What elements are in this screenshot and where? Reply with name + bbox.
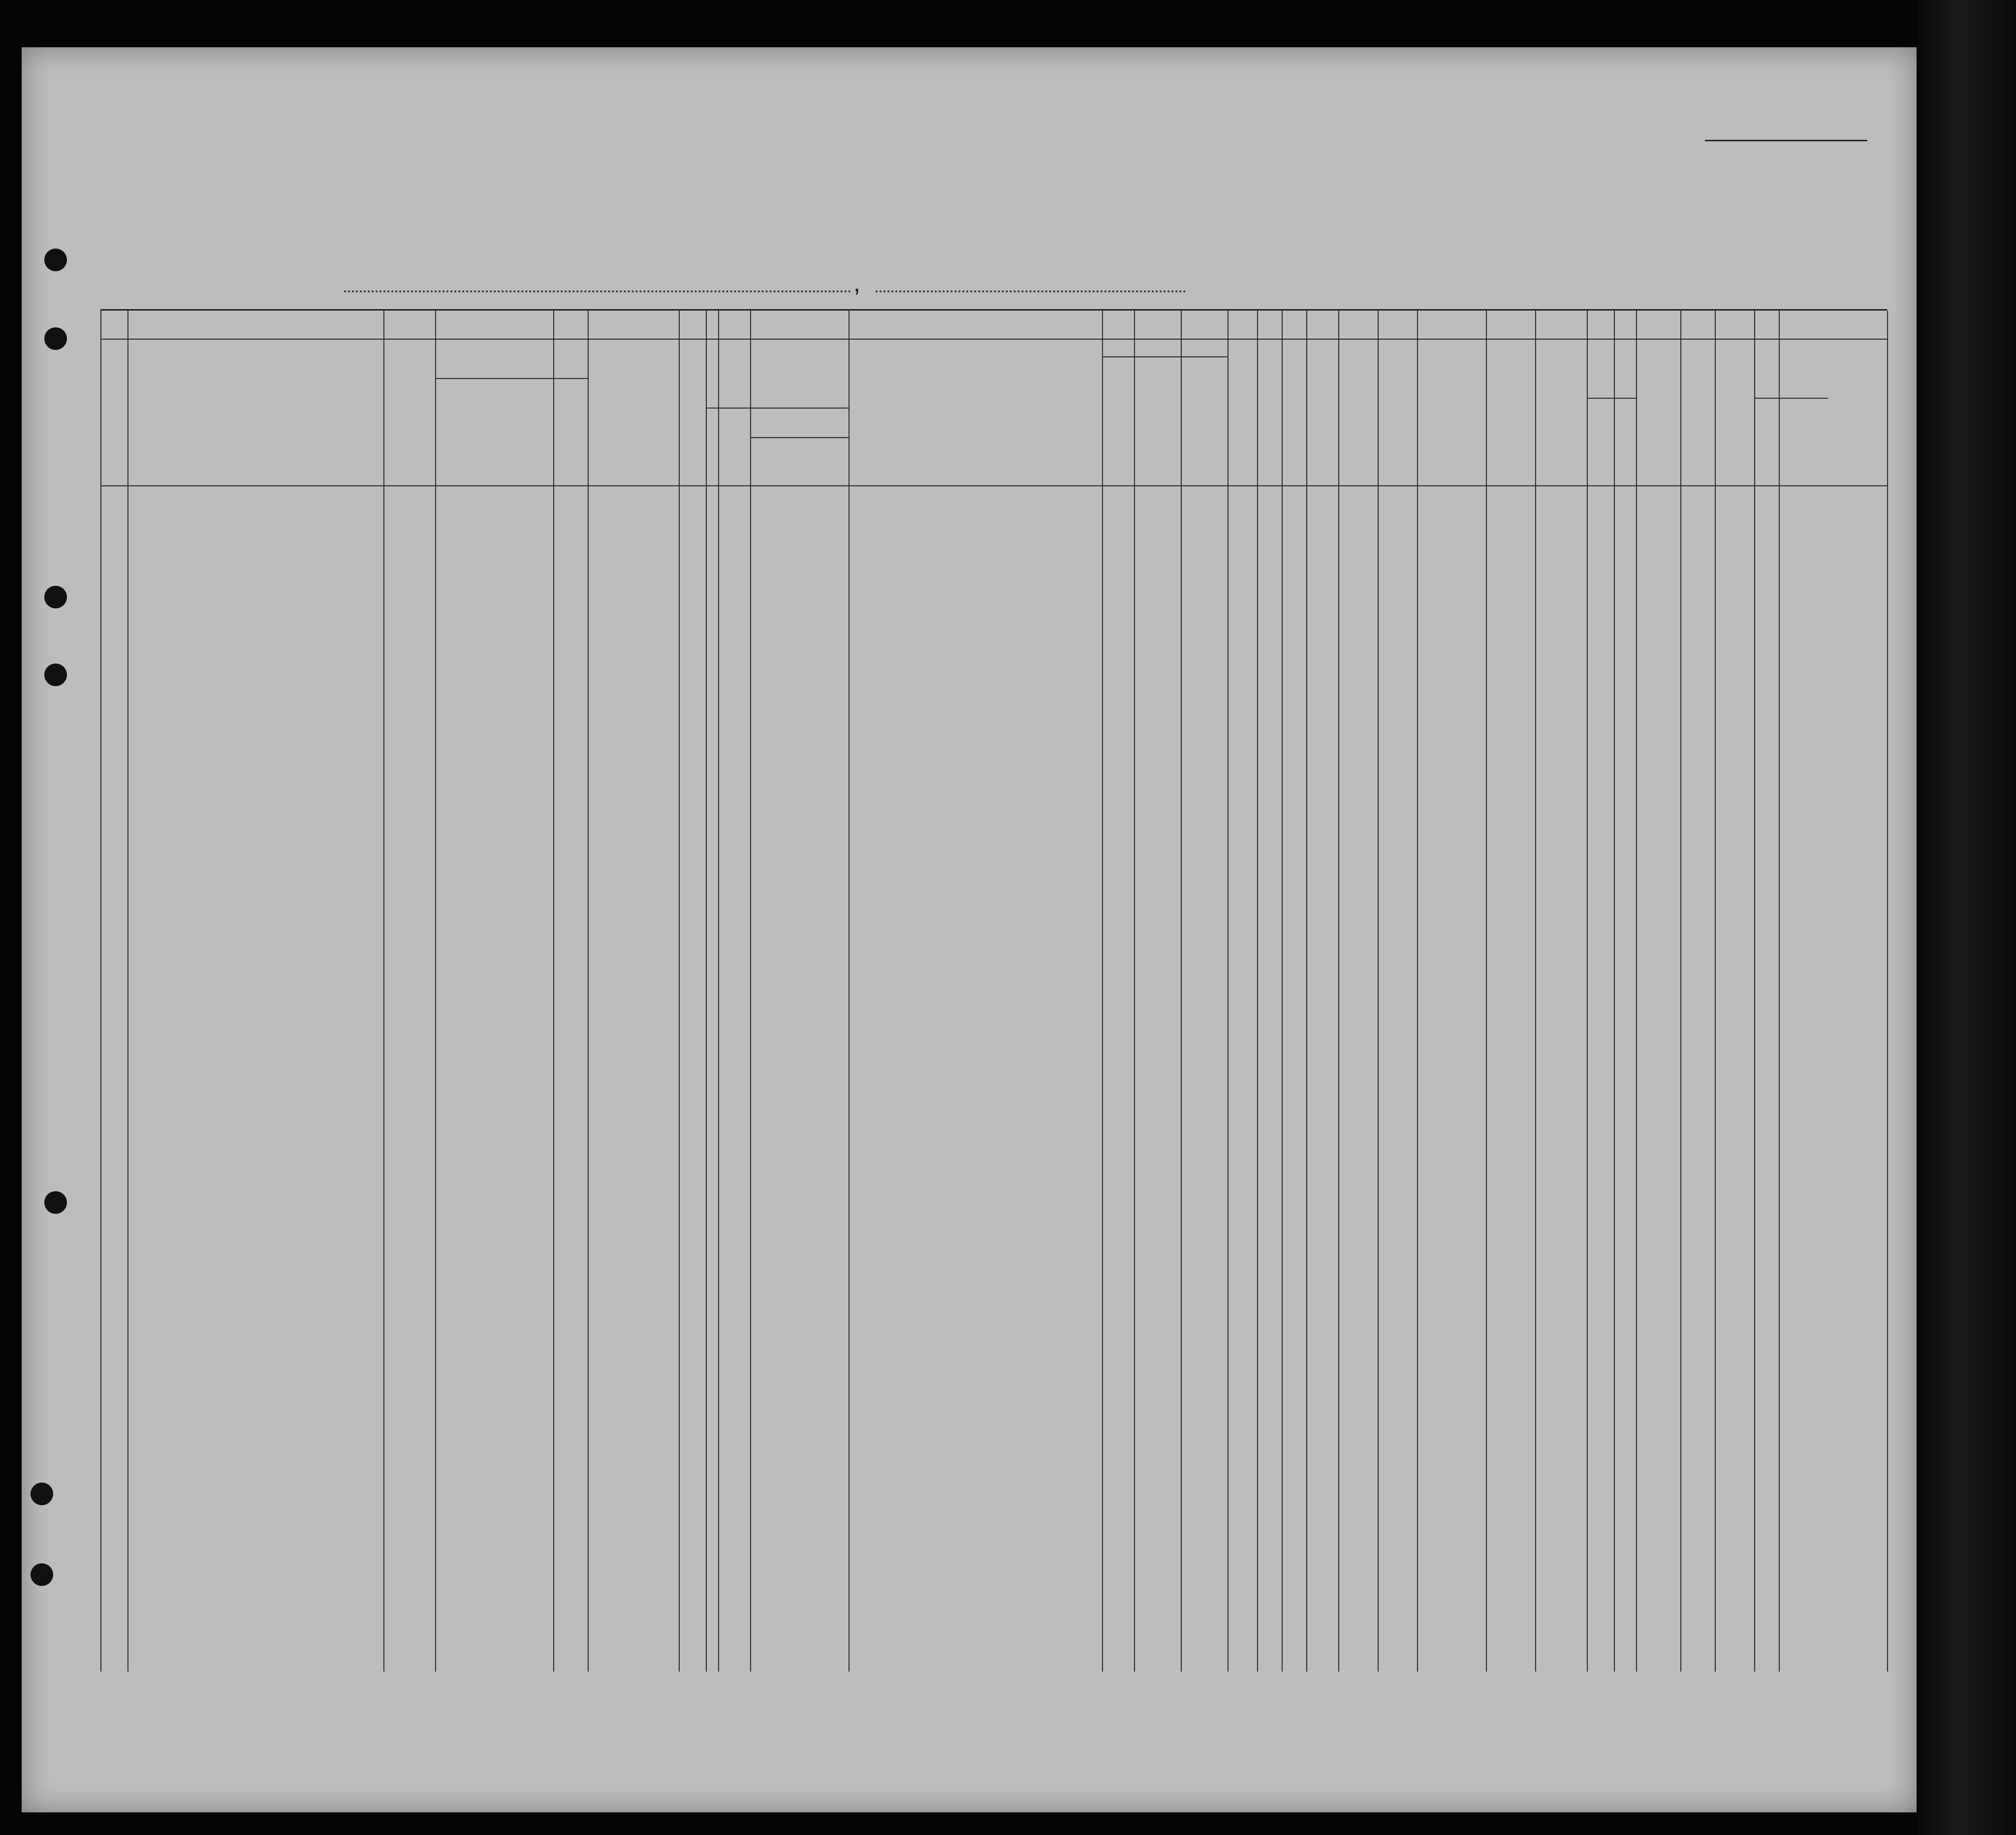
binder-hole — [44, 327, 67, 350]
column-rule — [1417, 311, 1418, 1672]
header-rule — [1102, 356, 1228, 357]
column-rule — [1257, 311, 1258, 1672]
column-rule — [100, 311, 101, 1672]
column-rule — [1306, 311, 1307, 1672]
column-rule — [435, 311, 436, 1672]
column-rule — [1754, 311, 1755, 1672]
header-rule — [706, 408, 849, 409]
binder-hole — [31, 1563, 53, 1586]
column-rule — [1181, 311, 1182, 1672]
port-dotted-line — [344, 290, 851, 292]
column-rule — [679, 311, 680, 1672]
column-rule — [588, 311, 589, 1672]
header-rule — [100, 339, 1887, 340]
column-rule — [706, 311, 707, 1672]
column-rule — [553, 311, 554, 1672]
column-rule — [1614, 311, 1615, 1672]
column-rule — [750, 311, 751, 1672]
column-rule — [1779, 311, 1780, 1672]
column-rule — [1636, 311, 1637, 1672]
binder-hole — [44, 664, 67, 686]
manifest-sheet — [22, 47, 1917, 1812]
column-rule — [127, 311, 128, 1672]
list-underline — [1705, 140, 1867, 141]
header-rule — [750, 437, 849, 438]
column-rule — [1378, 311, 1379, 1672]
comma: , — [853, 269, 860, 297]
binder-hole — [44, 586, 67, 608]
column-rule — [1282, 311, 1283, 1672]
column-rule — [718, 311, 719, 1672]
column-rule — [849, 311, 850, 1672]
header-rule — [100, 485, 1887, 486]
binder-hole — [44, 1191, 67, 1214]
column-rule — [1587, 311, 1588, 1672]
column-rule — [1715, 311, 1716, 1672]
column-rule — [1102, 311, 1103, 1672]
header-rule — [1587, 398, 1636, 399]
column-rule — [1338, 311, 1339, 1672]
column-rule — [1535, 311, 1536, 1672]
column-rule — [1134, 311, 1135, 1672]
binder-hole — [44, 249, 67, 271]
film-edge — [1918, 0, 2016, 1835]
header-rule — [1754, 398, 1828, 399]
column-rule — [1486, 311, 1487, 1672]
header-rule — [435, 378, 588, 379]
binder-hole — [31, 1483, 53, 1505]
column-rule — [383, 311, 384, 1672]
column-rule — [1680, 311, 1681, 1672]
top-rule — [100, 309, 1887, 311]
date-dotted-line — [876, 290, 1186, 292]
column-rule — [1887, 311, 1888, 1672]
